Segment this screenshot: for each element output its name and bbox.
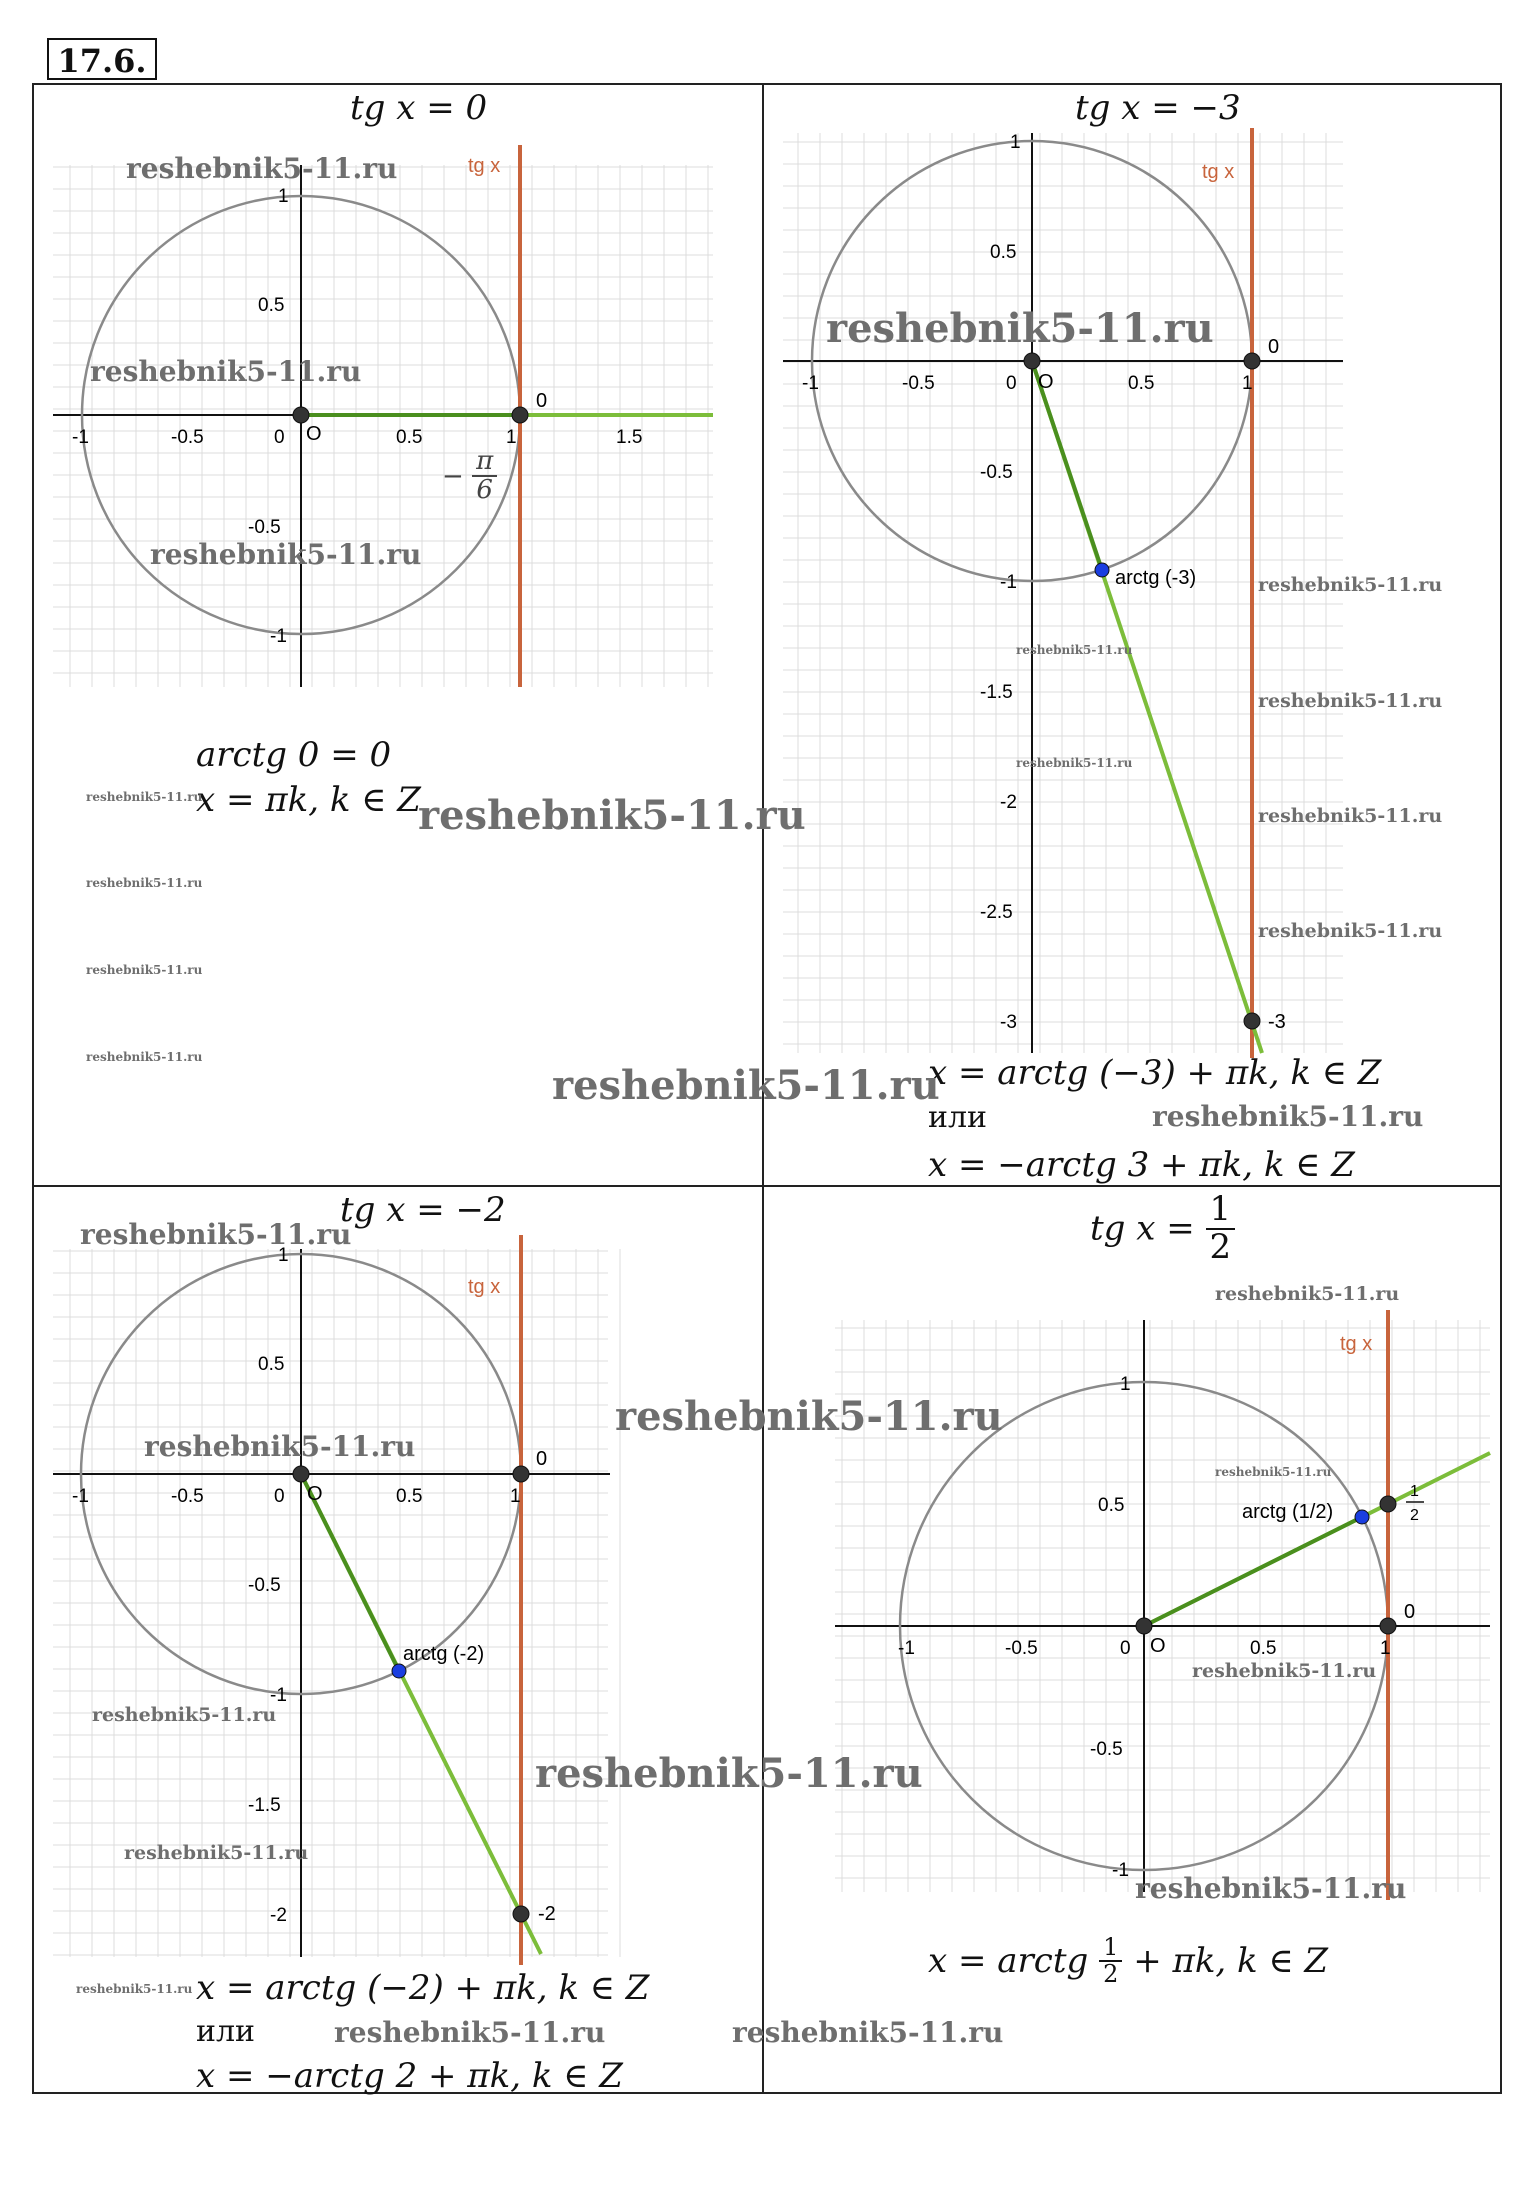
panel3-tick-x: 0.5 bbox=[396, 1486, 423, 1507]
watermark: reshebnik5-11.ru bbox=[552, 1062, 940, 1109]
panel1-stray-fraction-sign: − bbox=[442, 461, 464, 492]
panel3-tick-x: -0.5 bbox=[171, 1486, 204, 1507]
panel2-tick-y: 1 bbox=[1010, 132, 1021, 153]
panel2-solution-point bbox=[1095, 563, 1109, 577]
watermark: reshebnik5-11.ru bbox=[1258, 574, 1443, 596]
panel3-point-label-0: 0 bbox=[536, 1448, 548, 1470]
panel3-tick-y: 1 bbox=[278, 1245, 289, 1266]
panel3-tick-y: -1.5 bbox=[248, 1795, 281, 1816]
panel4-formula-frac bbox=[1099, 1935, 1122, 1987]
panel4-point-label-den: 2 bbox=[1410, 1507, 1419, 1524]
panel2-tick-y: -1 bbox=[1000, 572, 1017, 593]
panel1-tg-label: tg x bbox=[468, 155, 501, 177]
panel2-point-label-minus3: -3 bbox=[1268, 1011, 1286, 1033]
watermark: reshebnik5-11.ru bbox=[92, 1704, 277, 1726]
panel4-title-prefix: tg x = bbox=[1090, 1208, 1195, 1249]
watermark: reshebnik5-11.ru bbox=[150, 538, 422, 571]
watermark: reshebnik5-11.ru bbox=[80, 1218, 352, 1251]
panel4-title-frac bbox=[1206, 1189, 1236, 1267]
watermark: reshebnik5-11.ru bbox=[86, 790, 203, 804]
panel3-formula-2: x = −arctg 2 + πk, k ∈ Z bbox=[196, 2056, 623, 2096]
panel3-point-label-arctg: arctg (-2) bbox=[403, 1643, 485, 1665]
panel1-tick-x: 0.5 bbox=[396, 427, 423, 448]
watermark: reshebnik5-11.ru bbox=[535, 1750, 923, 1797]
panel2-formula-or: или bbox=[928, 1100, 988, 1135]
panel4-tick-x: -0.5 bbox=[1005, 1638, 1038, 1659]
panel3-tg-label: tg x bbox=[468, 1276, 501, 1298]
panel4-title-frac-num: 1 bbox=[1206, 1192, 1236, 1230]
watermark: reshebnik5-11.ru bbox=[1016, 643, 1133, 657]
panel1-stray-fraction-body bbox=[472, 448, 497, 505]
panel3-tick-y: -2 bbox=[270, 1905, 287, 1926]
panel2-tick-x: 1 bbox=[1242, 373, 1253, 394]
watermark: reshebnik5-11.ru bbox=[418, 792, 806, 839]
panel1-tick-x: 1.5 bbox=[616, 427, 643, 448]
watermark: reshebnik5-11.ru bbox=[1016, 756, 1133, 770]
panel4-origin-point bbox=[1136, 1618, 1152, 1634]
panel4-tick-x: 0 bbox=[1120, 1638, 1131, 1659]
panel1-tick-y: -0.5 bbox=[248, 517, 281, 538]
watermark: reshebnik5-11.ru bbox=[1215, 1283, 1400, 1305]
frame-top bbox=[32, 83, 1502, 85]
panel1-point-label-0: 0 bbox=[536, 390, 548, 412]
panel2-tick-x: 0 bbox=[1006, 373, 1017, 394]
panel3-formula-1: x = arctg (−2) + πk, k ∈ Z bbox=[196, 1968, 650, 2008]
panel4-tg-label: tg x bbox=[1340, 1333, 1373, 1355]
panel4-tick-x: 0.5 bbox=[1250, 1638, 1277, 1659]
watermark: reshebnik5-11.ru bbox=[1135, 1872, 1407, 1905]
frame-middle bbox=[32, 1185, 1502, 1187]
panel4-formula bbox=[928, 1935, 1328, 1987]
panel2-tick-x: -1 bbox=[802, 373, 819, 394]
watermark: reshebnik5-11.ru bbox=[615, 1393, 1003, 1440]
panel4-tangent-point bbox=[1380, 1496, 1396, 1512]
panel4-title-frac-den: 2 bbox=[1209, 1226, 1232, 1267]
panel2-zero-point bbox=[1244, 353, 1260, 369]
panel2-tick-y: -2.5 bbox=[980, 902, 1013, 923]
watermark: reshebnik5-11.ru bbox=[826, 305, 1214, 352]
panel2-point-label-0: 0 bbox=[1268, 336, 1280, 358]
panel1-grid bbox=[53, 165, 713, 687]
panel3-tick-x: -1 bbox=[72, 1486, 89, 1507]
panel1-formula-1: arctg 0 = 0 bbox=[196, 735, 392, 775]
problem-number: 17.6. bbox=[47, 38, 157, 80]
panel2-tick-y: -3 bbox=[1000, 1012, 1017, 1033]
panel4-tick-x: -1 bbox=[898, 1638, 915, 1659]
panel3-tick-y: -0.5 bbox=[248, 1575, 281, 1596]
watermark: reshebnik5-11.ru bbox=[1258, 690, 1443, 712]
panel1-tick-x: 0 bbox=[274, 427, 285, 448]
panel3-tick-y: 0.5 bbox=[258, 1354, 285, 1375]
frame-left bbox=[32, 83, 34, 2094]
watermark: reshebnik5-11.ru bbox=[1192, 1660, 1377, 1682]
watermark: reshebnik5-11.ru bbox=[86, 876, 203, 890]
watermark: reshebnik5-11.ru bbox=[1258, 920, 1443, 942]
panel1-stray-fraction-num: π bbox=[472, 448, 497, 477]
panel2-tick-x: -0.5 bbox=[902, 373, 935, 394]
panel4-tick-x: 1 bbox=[1380, 1638, 1391, 1659]
watermark: reshebnik5-11.ru bbox=[1258, 805, 1443, 827]
panel1-tick-y: 1 bbox=[278, 186, 289, 207]
panel4-formula-frac-num: 1 bbox=[1099, 1935, 1122, 1962]
panel3-tick-x: 0 bbox=[274, 1486, 285, 1507]
panel2-tick-y: 0.5 bbox=[990, 242, 1017, 263]
watermark: reshebnik5-11.ru bbox=[124, 1842, 309, 1864]
panel2-tick-y: -0.5 bbox=[980, 462, 1013, 483]
panel1-stray-fraction-den: 6 bbox=[476, 475, 493, 506]
panel2-title: tg x = −3 bbox=[1075, 88, 1241, 128]
panel2-formula-1: x = arctg (−3) + πk, k ∈ Z bbox=[928, 1053, 1382, 1093]
watermark: reshebnik5-11.ru bbox=[1152, 1100, 1424, 1133]
panel2-point-label-O: O bbox=[1038, 371, 1054, 393]
panel1-title: tg x = 0 bbox=[350, 88, 488, 128]
panel2-tick-y: -2 bbox=[1000, 792, 1017, 813]
panel1-point-label-O: O bbox=[306, 423, 322, 445]
panel3-formula-or: или bbox=[196, 2014, 256, 2049]
panel4-tick-y: 0.5 bbox=[1098, 1495, 1125, 1516]
panel3-tick-y: -1 bbox=[270, 1685, 287, 1706]
panel1-tangent-point bbox=[512, 407, 528, 423]
watermark: reshebnik5-11.ru bbox=[86, 963, 203, 977]
panel2-tick-x: 0.5 bbox=[1128, 373, 1155, 394]
panel3-solution-point bbox=[392, 1664, 406, 1678]
panel4-formula-frac-den: 2 bbox=[1103, 1960, 1119, 1989]
panel4-formula-prefix: x = arctg bbox=[928, 1941, 1089, 1982]
panel4-formula-suffix: + πk, k ∈ Z bbox=[1133, 1941, 1329, 1982]
panel1-tick-x: -0.5 bbox=[171, 427, 204, 448]
panel4-point-label-O: O bbox=[1150, 1635, 1166, 1657]
panel4-point-label-0: 0 bbox=[1404, 1601, 1416, 1623]
panel4-tick-y: -0.5 bbox=[1090, 1739, 1123, 1760]
panel4-title bbox=[1090, 1189, 1235, 1267]
panel1-stray-fraction bbox=[442, 448, 497, 505]
watermark: reshebnik5-11.ru bbox=[126, 152, 398, 185]
panel3-zero-point bbox=[513, 1466, 529, 1482]
panel4-point-label-arctg: arctg (1/2) bbox=[1242, 1501, 1334, 1523]
panel3-origin-point bbox=[293, 1466, 309, 1482]
panel2-origin-point bbox=[1024, 353, 1040, 369]
panel1-tick-x: 1 bbox=[506, 427, 517, 448]
panel2-tg-label: tg x bbox=[1202, 161, 1235, 183]
watermark: reshebnik5-11.ru bbox=[86, 1050, 203, 1064]
watermark: reshebnik5-11.ru bbox=[334, 2016, 606, 2049]
panel2-formula-2: x = −arctg 3 + πk, k ∈ Z bbox=[928, 1145, 1355, 1185]
watermark: reshebnik5-11.ru bbox=[732, 2016, 1004, 2049]
panel2-point-label-arctg: arctg (-3) bbox=[1115, 567, 1197, 589]
panel4-point-label-num: 1 bbox=[1410, 1483, 1419, 1500]
panel3-point-label-minus2: -2 bbox=[538, 1903, 556, 1925]
panel1-tick-y: 0.5 bbox=[258, 295, 285, 316]
panel2-tick-y: -1.5 bbox=[980, 682, 1013, 703]
panel4-tick-y: -1 bbox=[1112, 1860, 1129, 1881]
panel1-tick-x: -1 bbox=[72, 427, 89, 448]
watermark: reshebnik5-11.ru bbox=[144, 1430, 416, 1463]
panel4-zero-point bbox=[1380, 1618, 1396, 1634]
panel3-tick-x: 1 bbox=[510, 1486, 521, 1507]
panel4-solution-point bbox=[1355, 1510, 1369, 1524]
watermark: reshebnik5-11.ru bbox=[1215, 1465, 1332, 1479]
watermark: reshebnik5-11.ru bbox=[76, 1982, 193, 1996]
panel3-tangent-point bbox=[513, 1906, 529, 1922]
watermark: reshebnik5-11.ru bbox=[90, 355, 362, 388]
panel1-graph bbox=[48, 135, 718, 695]
frame-right bbox=[1500, 83, 1502, 2094]
panel2-tangent-point bbox=[1244, 1013, 1260, 1029]
panel4-tick-y: 1 bbox=[1120, 1374, 1131, 1395]
panel1-tick-y: -1 bbox=[270, 626, 287, 647]
panel1-origin-point bbox=[293, 407, 309, 423]
panel1-formula-2: x = πk, k ∈ Z bbox=[196, 780, 421, 820]
panel3-point-label-O: O bbox=[307, 1483, 323, 1505]
panel4-ray-inner bbox=[1144, 1517, 1362, 1626]
panel3-title: tg x = −2 bbox=[340, 1190, 506, 1230]
